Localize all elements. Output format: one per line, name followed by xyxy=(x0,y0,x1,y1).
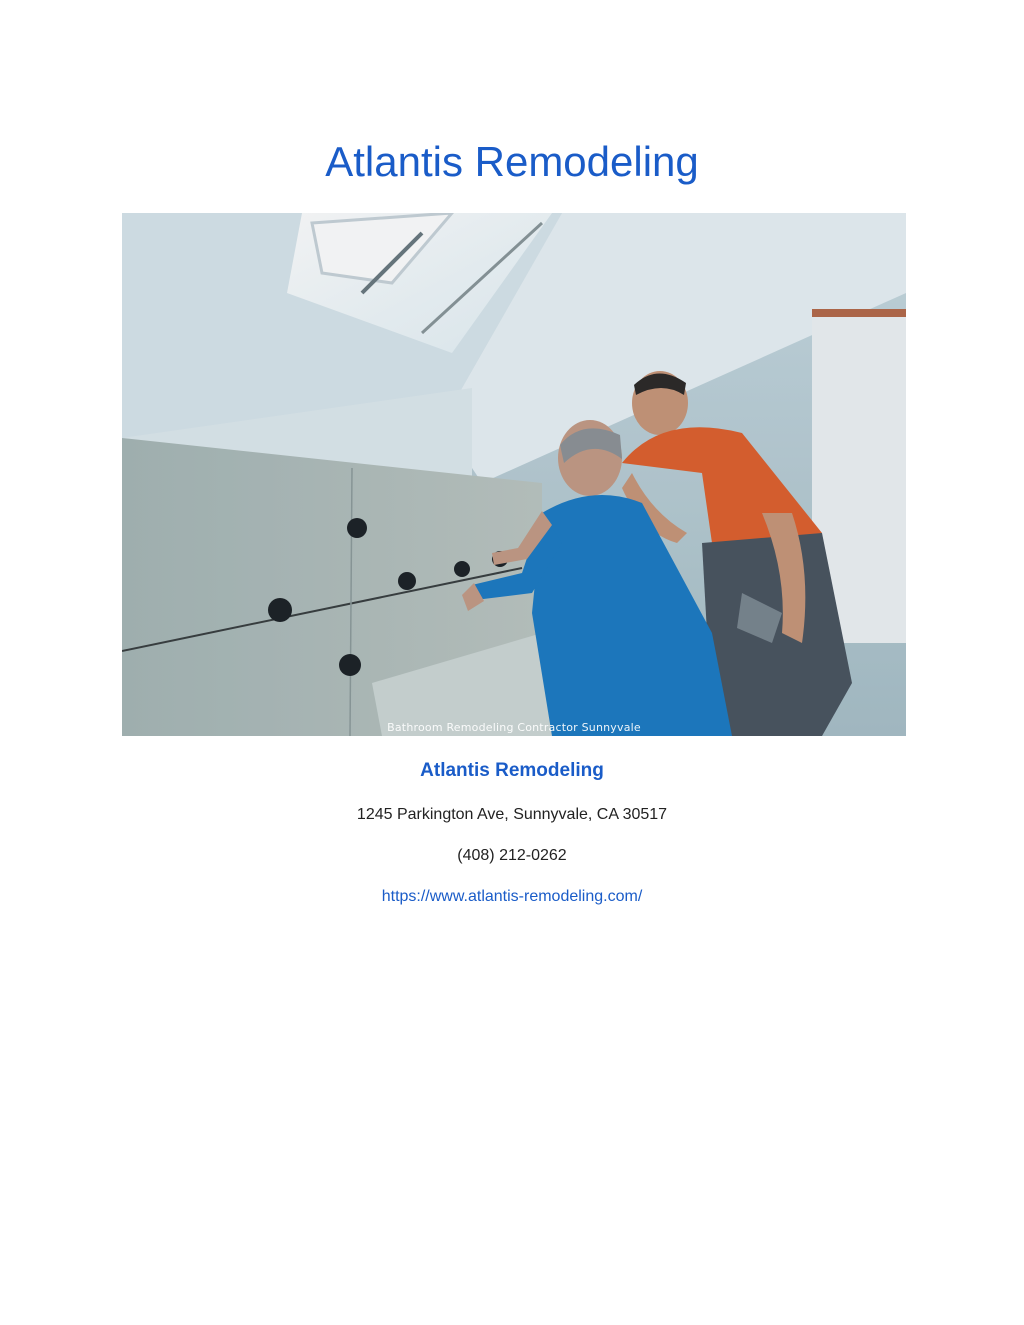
business-name: Atlantis Remodeling xyxy=(420,760,604,781)
page-title: Atlantis Remodeling xyxy=(325,138,699,185)
photo-caption: Bathroom Remodeling Contractor Sunnyvale xyxy=(387,721,641,734)
business-phone: (408) 212-0262 xyxy=(457,847,567,864)
hero-photo xyxy=(122,213,906,736)
business-address: 1245 Parkington Ave, Sunnyvale, CA 30517 xyxy=(356,806,668,823)
photo-illustration xyxy=(122,213,906,736)
website-link[interactable]: https://www.atlantis-remodeling.com/ xyxy=(381,888,643,905)
